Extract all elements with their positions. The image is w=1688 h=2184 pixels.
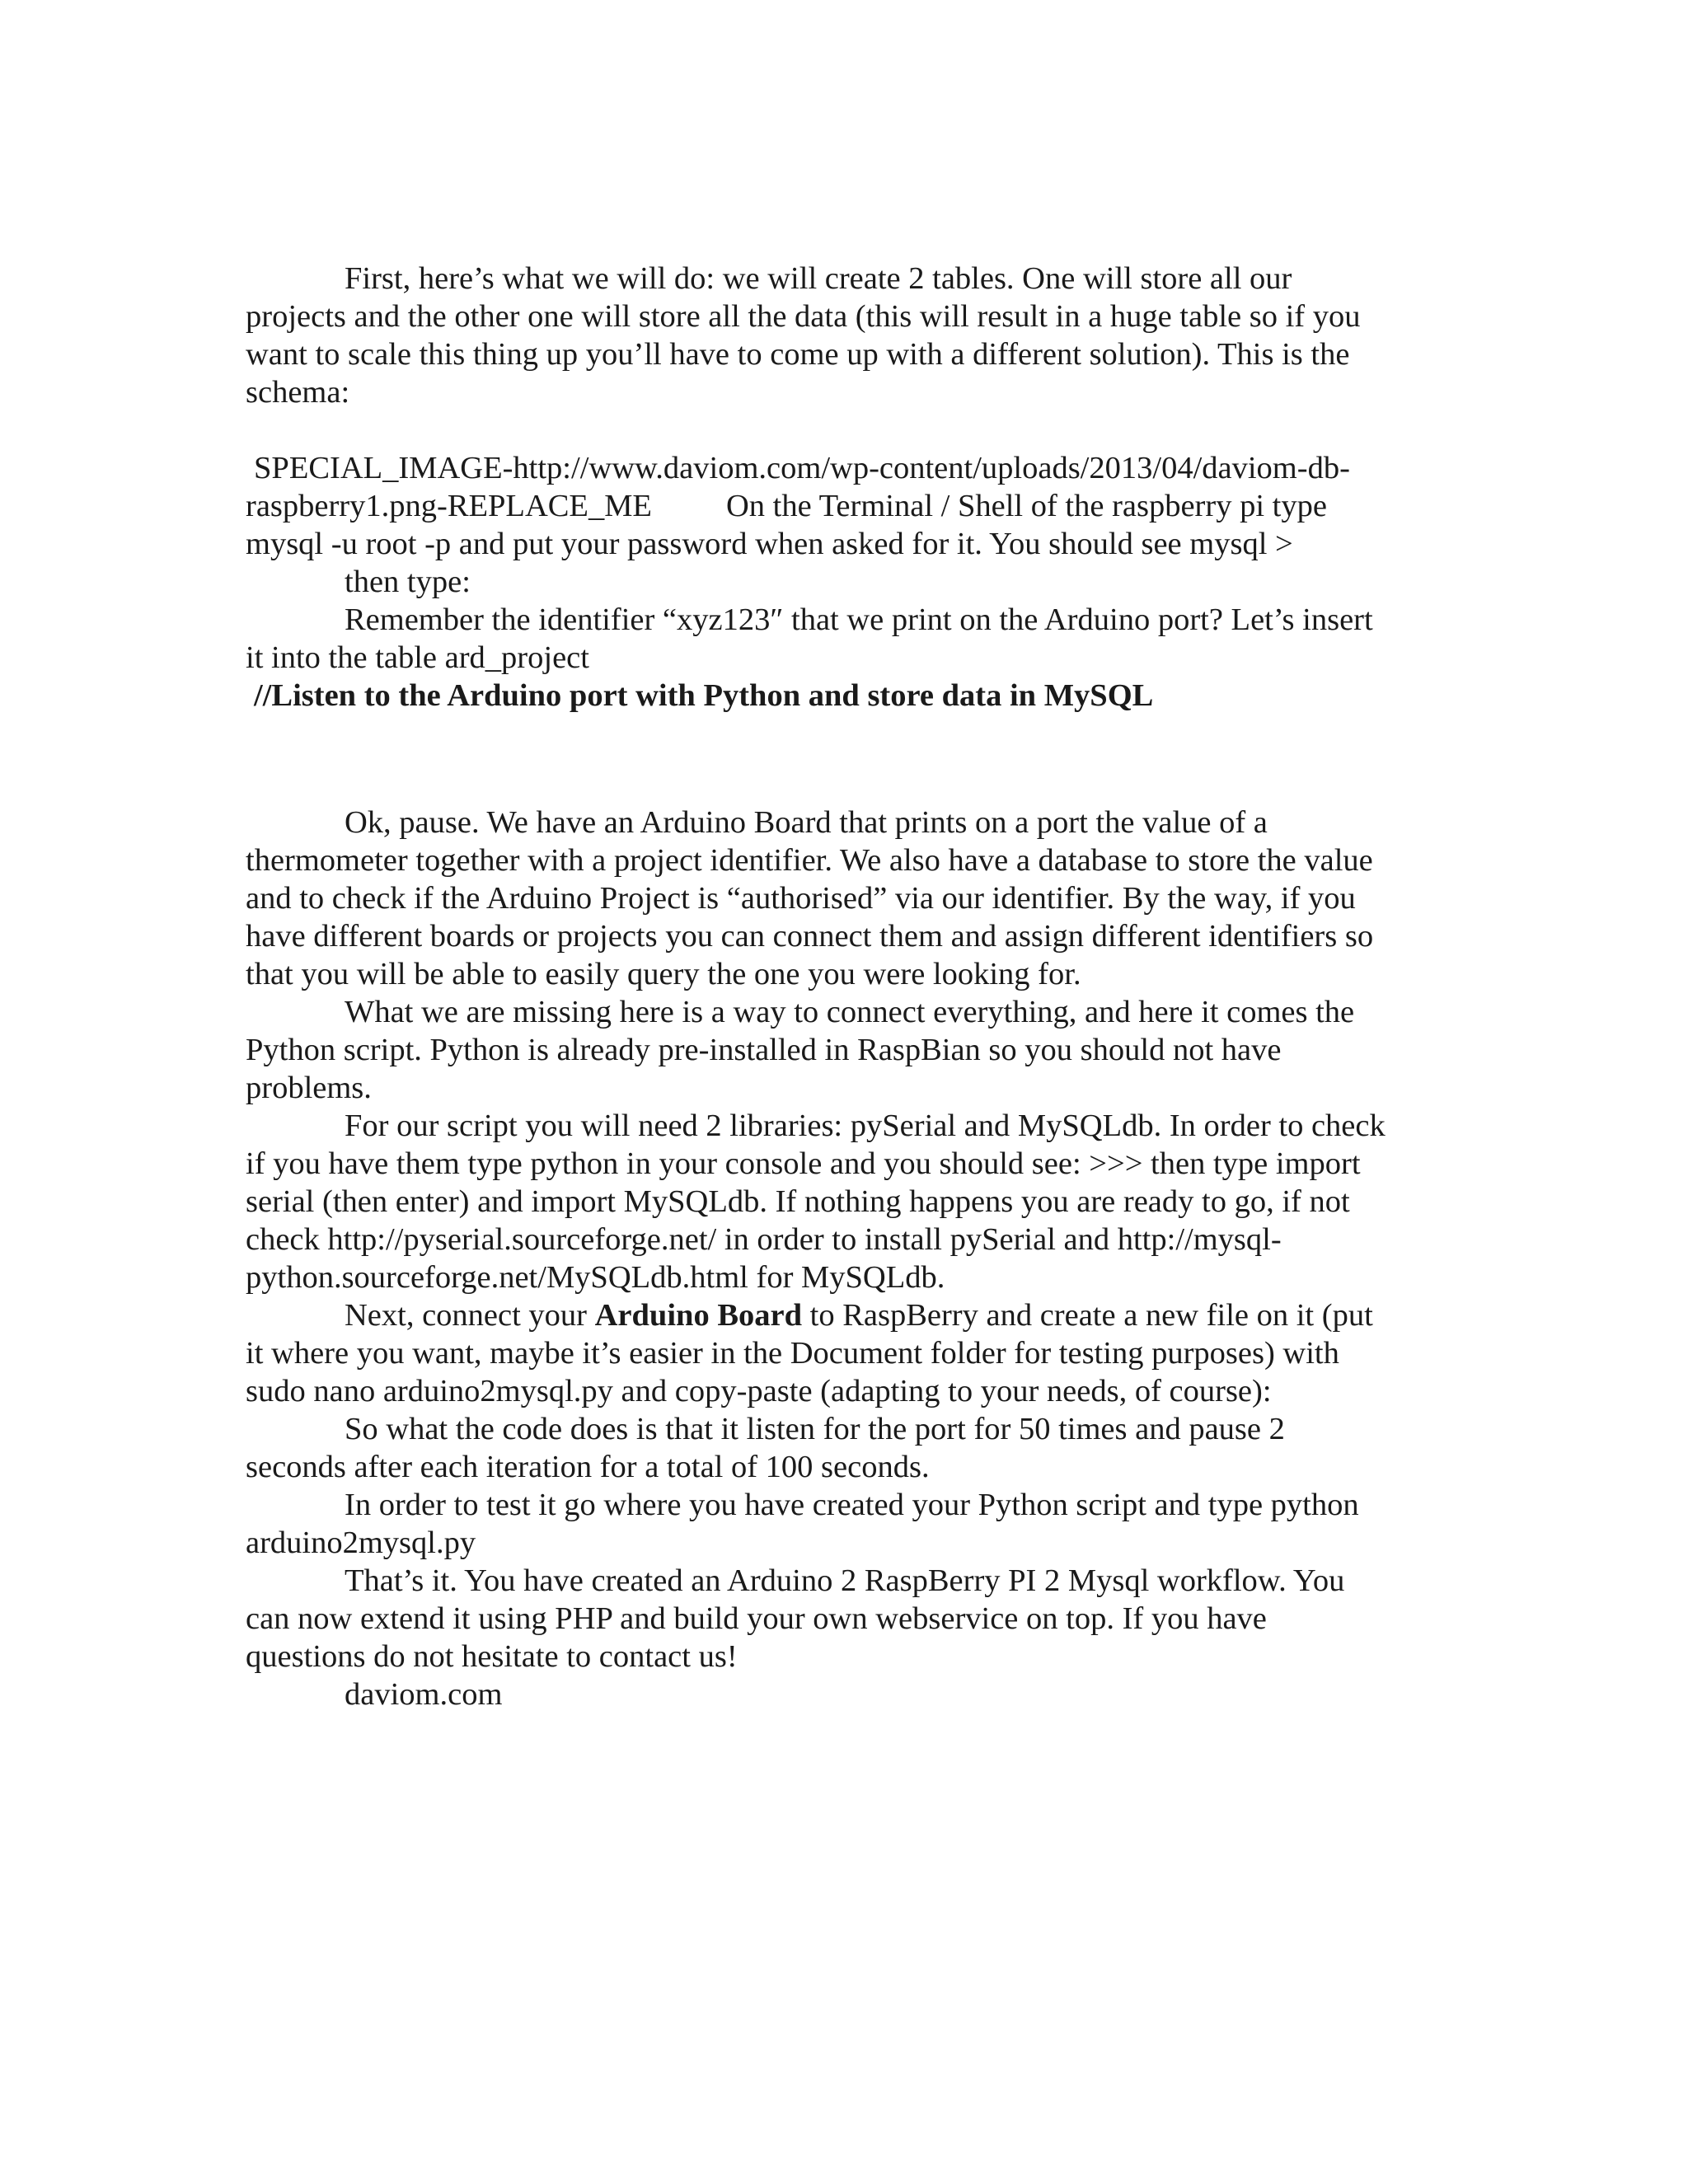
image-placeholder-text: raspberry1.png-REPLACE_ME (246, 489, 652, 523)
text-line: Remember the identifier “xyz123″ that we print on the Arduino port? Let’s insert (345, 602, 1373, 637)
text-span: On the Terminal / Shell of the raspberry pi type (725, 489, 1327, 523)
text-line: thermometer together with a project identifier. We also have a database to store the value (246, 843, 1373, 878)
bold-term: Arduino Board (594, 1298, 803, 1333)
text-line: projects and the other one will store all the data (this will result in a huge table so if you (246, 299, 1361, 334)
text-line: it into the table ard_project (246, 640, 589, 675)
schema-section (246, 449, 1449, 715)
text-line: want to scale this thing up you’ll have to come up with a different solution). This is the (246, 337, 1350, 372)
text-line: For our script you will need 2 libraries: pySerial and MySQLdb. In order to check (345, 1108, 1386, 1143)
text-line: arduino2mysql.py (246, 1526, 476, 1560)
text-line: have different boards or projects you can connect them and assign different identifiers so (246, 919, 1374, 954)
text-line: can now extend it using PHP and build your own webservice on top. If you have (246, 1601, 1267, 1636)
text-line: if you have them type python in your console and you should see: >>> then type import (246, 1146, 1361, 1181)
text-line: serial (then enter) and import MySQLdb. If nothing happens you are ready to go, if not (246, 1184, 1350, 1219)
image-placeholder-text: SPECIAL_IMAGE-http://www.daviom.com/wp-content/uploads/2013/04/daviom-db- (254, 451, 1350, 485)
text-span: to RaspBerry and create a new file on it (put (802, 1298, 1373, 1333)
text-line: that you will be able to easily query the one you were looking for. (246, 957, 1081, 991)
text-line: python.sourceforge.net/MySQLdb.html for MySQLdb. (246, 1260, 945, 1295)
text-line: mysql -u root -p and put your password when asked for it. You should see mysql > (246, 527, 1293, 561)
text-line: problems. (246, 1071, 372, 1105)
text-line: check http://pyserial.sourceforge.net/ in order to install pySerial and http://mysql- (246, 1222, 1282, 1257)
text-line: schema: (246, 375, 350, 410)
text-line: seconds after each iteration for a total of 100 seconds. (246, 1450, 930, 1484)
text-line (246, 1296, 1449, 1334)
text-line: First, here’s what we will do: we will create 2 tables. One will store all our (345, 261, 1292, 296)
text-line: That’s it. You have created an Arduino 2 RaspBerry PI 2 Mysql workflow. You (345, 1563, 1345, 1598)
text-line: then type: (345, 565, 471, 599)
text-line: So what the code does is that it listen for the port for 50 times and pause 2 (345, 1412, 1285, 1446)
body-section (246, 804, 1449, 1713)
text-line: sudo nano arduino2mysql.py and copy-paste (adapting to your needs, of course): (246, 1374, 1272, 1408)
text-line: What we are missing here is a way to connect everything, and here it comes the (345, 995, 1355, 1029)
text-span: Next, connect your (345, 1298, 595, 1333)
text-line (246, 487, 1449, 525)
text-line: it where you want, maybe it’s easier in the Document folder for testing purposes) with (246, 1336, 1339, 1371)
section-heading: //Listen to the Arduino port with Python and store data in MySQL (254, 678, 1154, 713)
text-line: In order to test it go where you have created your Python script and type python (345, 1488, 1359, 1522)
text-line: questions do not hesitate to contact us! (246, 1639, 738, 1674)
signature: daviom.com (345, 1677, 503, 1712)
text-line: Ok, pause. We have an Arduino Board that prints on a port the value of a (345, 805, 1268, 840)
text-line: and to check if the Arduino Project is “authorised” via our identifier. By the way, if you (246, 881, 1356, 916)
intro-paragraph (246, 260, 1449, 411)
text-line: Python script. Python is already pre-installed in RaspBian so you should not have (246, 1033, 1282, 1067)
